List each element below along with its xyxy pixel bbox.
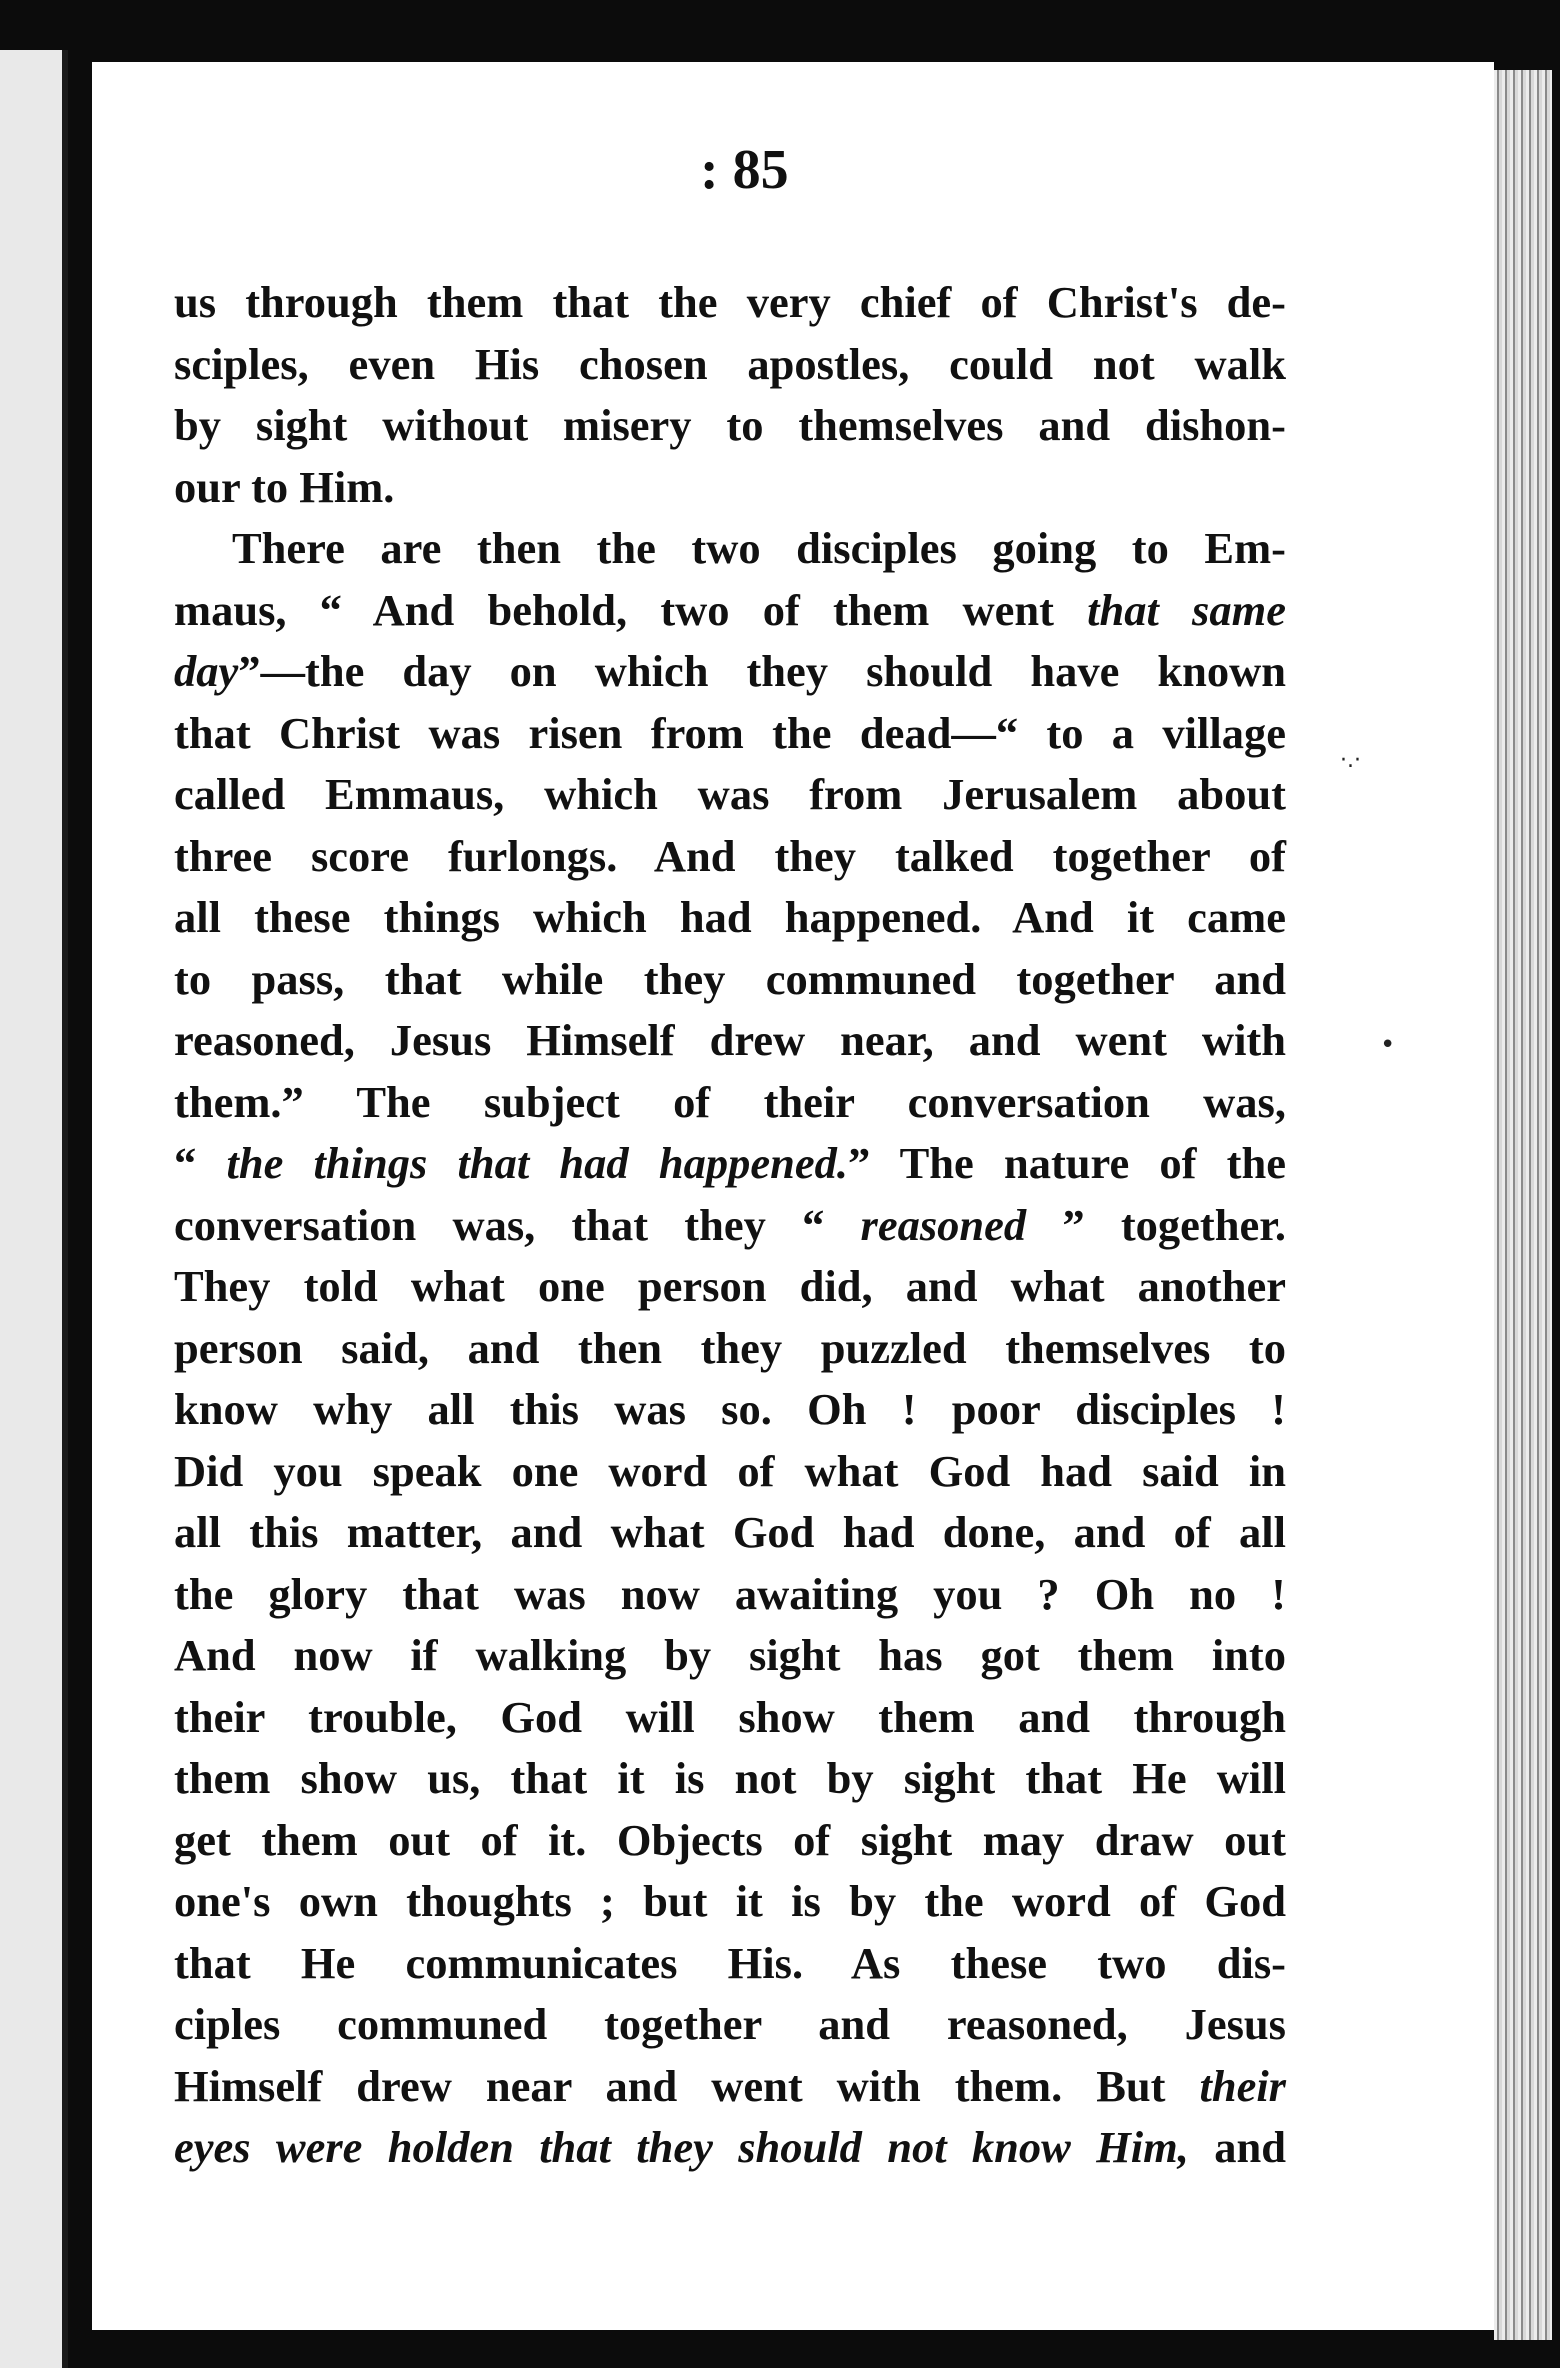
margin-dot: •: [1380, 1030, 1396, 1060]
text-line: [174, 1072, 1286, 1134]
text-segment: the glory that was now awaiting you ? Oh no !: [174, 1568, 1286, 1619]
text-segment: ciples communed together and reasoned, Jesus: [174, 1999, 1286, 2049]
text-segment: Did you speak one word of what God had said in: [174, 1445, 1286, 1496]
text-segment: get them out of it. Objects of sight may draw out: [174, 1814, 1286, 1865]
italic-text: their: [1199, 2060, 1286, 2111]
italic-text: eyes were holden that they should not know Him,: [174, 2122, 1189, 2172]
text-line: [174, 1933, 1286, 1995]
text-segment: ” The nature of the: [847, 1138, 1287, 1188]
text-line: [174, 1379, 1286, 1441]
text-line: [174, 2117, 1286, 2179]
text-line: [174, 1564, 1286, 1626]
text-segment: reasoned, Jesus Himself drew near, and went with: [174, 1015, 1286, 1065]
text-line: [174, 1318, 1286, 1380]
text-line: [174, 1010, 1286, 1072]
text-line: [174, 1625, 1286, 1687]
text-segment: them.” The subject of their conversation was,: [174, 1076, 1286, 1127]
text-line: [174, 826, 1286, 888]
text-line: [174, 1502, 1286, 1564]
text-line: [174, 1195, 1286, 1257]
right-page-edges: [1494, 70, 1552, 2340]
text-segment: that He communicates His. As these two dis-: [174, 1937, 1286, 1988]
text-segment: all this matter, and what God had done, and of all: [174, 1507, 1286, 1557]
text-segment: know why all this was so. Oh ! poor disciples !: [174, 1384, 1286, 1434]
text-line: [174, 949, 1286, 1011]
text-segment: all these things which had happened. And it came: [174, 892, 1286, 942]
text-segment: They told what one person did, and what another: [174, 1261, 1286, 1311]
text-segment: conversation was, that they “: [174, 1199, 861, 1250]
left-page-edge: [0, 50, 68, 2368]
text-segment: “: [174, 1138, 227, 1188]
text-segment: three score furlongs. And they talked together of: [174, 830, 1286, 881]
text-line: [174, 272, 1286, 334]
text-segment: called Emmaus, which was from Jerusalem about: [174, 769, 1286, 819]
text-segment: their trouble, God will show them and through: [174, 1691, 1286, 1742]
text-segment: and: [1188, 2122, 1286, 2172]
text-line: [174, 1748, 1286, 1810]
text-segment: one's own thoughts ; but it is by the word of God: [174, 1876, 1286, 1926]
text-line: [174, 1256, 1286, 1318]
text-line: [174, 887, 1286, 949]
text-line: [174, 1687, 1286, 1749]
text-segment: to pass, that while they communed together and: [174, 953, 1286, 1004]
page-number: : 85: [700, 139, 789, 201]
text-segment: them show us, that it is not by sight that He will: [174, 1753, 1286, 1803]
text-line: [174, 334, 1286, 396]
text-segment: Himself drew near and went with them. But: [174, 2060, 1200, 2111]
italic-text: the things that had happened.: [226, 1138, 848, 1188]
text-segment: ” together.: [1026, 1199, 1286, 1250]
italic-text: reasoned: [860, 1199, 1027, 1250]
text-segment: us through them that the very chief of Christ's de-: [174, 277, 1286, 327]
margin-specks: ·.·: [1340, 748, 1361, 773]
text-segment: And now if walking by sight has got them into: [174, 1630, 1286, 1680]
text-segment: person said, and then they puzzled themselves to: [174, 1322, 1286, 1373]
text-line: [174, 1810, 1286, 1872]
text-line: [174, 1441, 1286, 1503]
italic-text: that same: [1087, 584, 1286, 635]
text-line: [174, 1871, 1286, 1933]
text-segment: that Christ was risen from the dead—“ to a village: [174, 707, 1286, 758]
italic-text: day: [174, 646, 239, 696]
body-text: [174, 272, 1286, 2179]
text-segment: sciples, even His chosen apostles, could not walk: [174, 338, 1286, 389]
text-line: [174, 457, 1286, 519]
text-line: [174, 703, 1286, 765]
text-line: [174, 395, 1286, 457]
text-line: [174, 641, 1286, 703]
text-line: [174, 1994, 1286, 2056]
text-segment: maus, “ And behold, two of them went: [174, 584, 1088, 635]
text-segment: by sight without misery to themselves and dishon-: [174, 400, 1286, 450]
text-line: [174, 580, 1286, 642]
text-line: [174, 1133, 1286, 1195]
text-segment: There are then the two disciples going to Em-: [232, 523, 1286, 573]
text-line: [174, 518, 1286, 580]
text-line: [174, 2056, 1286, 2118]
text-segment: ”—the day on which they should have known: [238, 646, 1286, 696]
text-segment: our to Him.: [174, 461, 395, 512]
text-line: [174, 764, 1286, 826]
